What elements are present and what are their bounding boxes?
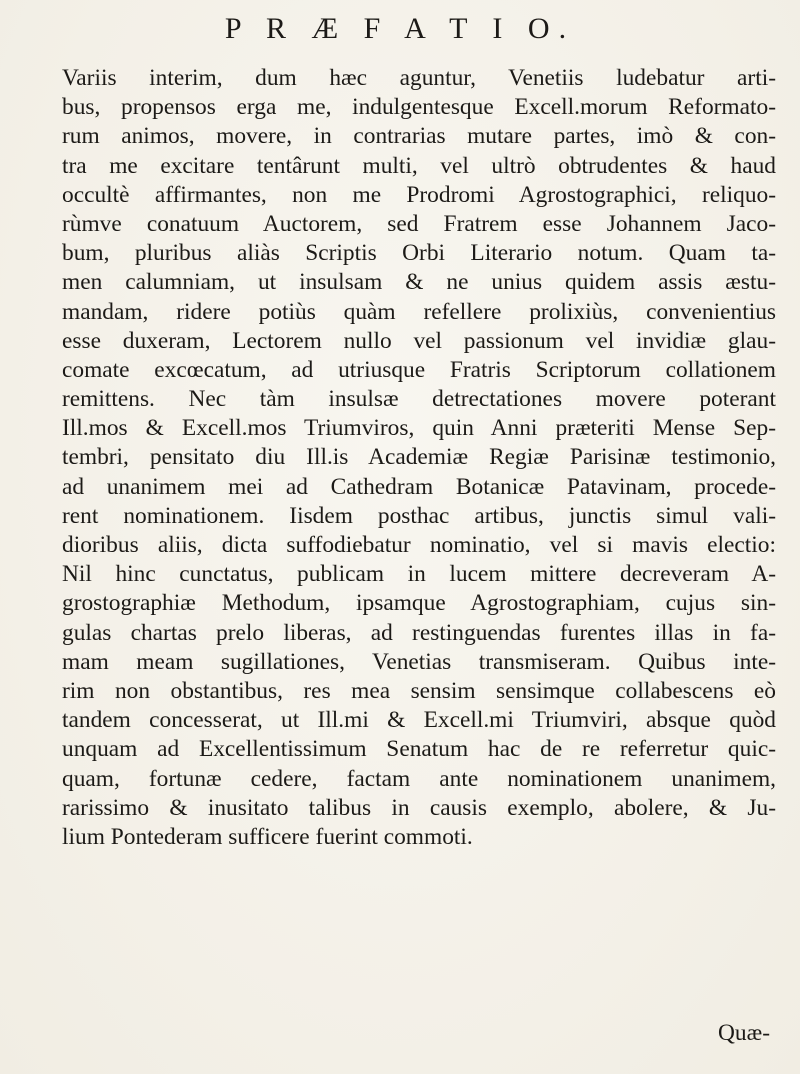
text-line: tandem concesserat, ut Ill.mi & Excell.mi Triumviri, absque quòd bbox=[62, 707, 776, 734]
text-line: rim non obstantibus, res mea sensim sensimque collabescens eò bbox=[62, 677, 776, 704]
text-line: esse duxeram, Lectorem nullo vel passionum vel invidiæ glau- bbox=[62, 327, 776, 354]
text-line: bum, pluribus aliàs Scriptis Orbi Literario notum. Quam ta- bbox=[62, 240, 776, 267]
text-line: Nil hinc cunctatus, publicam in lucem mittere decreveram A- bbox=[62, 561, 776, 588]
text-line: mam meam sugillationes, Venetias transmiseram. Quibus inte- bbox=[62, 648, 776, 675]
text-line: rent nominationem. Iisdem posthac artibus, junctis simul vali- bbox=[62, 502, 776, 529]
text-line: dioribus aliis, dicta suffodiebatur nominatio, vel si mavis electio: bbox=[62, 532, 776, 558]
text-line: rum animos, movere, in contrarias mutare partes, imò & con- bbox=[62, 123, 776, 150]
text-line: tembri, pensitato diu Ill.is Academiæ Regiæ Parisinæ testimonio, bbox=[62, 444, 776, 471]
text-line: gulas chartas prelo liberas, ad restinguendas furentes illas in fa- bbox=[62, 619, 776, 646]
text-line: Variis interim, dum hæc aguntur, Venetiis ludebatur arti- bbox=[62, 65, 776, 91]
body-text bbox=[62, 64, 776, 852]
text-line: mandam, ridere potiùs quàm refellere prolixiùs, convenientius bbox=[62, 298, 776, 325]
text-line: lium Pontederam sufficere fuerint commoti. bbox=[62, 823, 473, 850]
text-line: comate excœcatum, ad utriusque Fratris Scriptorum collationem bbox=[62, 356, 776, 383]
catchword: Quæ- bbox=[718, 1020, 770, 1046]
text-line: ad unanimem mei ad Cathedram Botanicæ Patavinam, procede- bbox=[62, 473, 776, 500]
text-line: tra me excitare tentârunt multi, vel ultrò obtrudentes & haud bbox=[62, 152, 776, 179]
text-line: men calumniam, ut insulsam & ne unius quidem assis æstu- bbox=[62, 269, 776, 296]
text-line: occultè affirmantes, non me Prodromi Agrostographici, reliquo- bbox=[62, 181, 776, 208]
text-line: rarissimo & inusitato talibus in causis exemplo, abolere, & Ju- bbox=[62, 794, 776, 821]
page-heading: P R Æ F A T I O. bbox=[224, 12, 576, 45]
text-line: Ill.mos & Excell.mos Triumviros, quin Anni præteriti Mense Sep- bbox=[62, 415, 776, 442]
text-line: unquam ad Excellentissimum Senatum hac de re referretur quic- bbox=[62, 736, 776, 763]
text-line: bus, propensos erga me, indulgentesque Excell.morum Reformato- bbox=[62, 94, 776, 121]
text-line: remittens. Nec tàm insulsæ detrectationes movere poterant bbox=[62, 386, 776, 413]
text-line: quam, fortunæ cedere, factam ante nominationem unanimem, bbox=[62, 765, 776, 792]
text-line: grostographiæ Methodum, ipsamque Agrostographiam, cujus sin- bbox=[62, 590, 776, 617]
text-line: rùmve conatuum Auctorem, sed Fratrem esse Johannem Jaco- bbox=[62, 210, 776, 237]
